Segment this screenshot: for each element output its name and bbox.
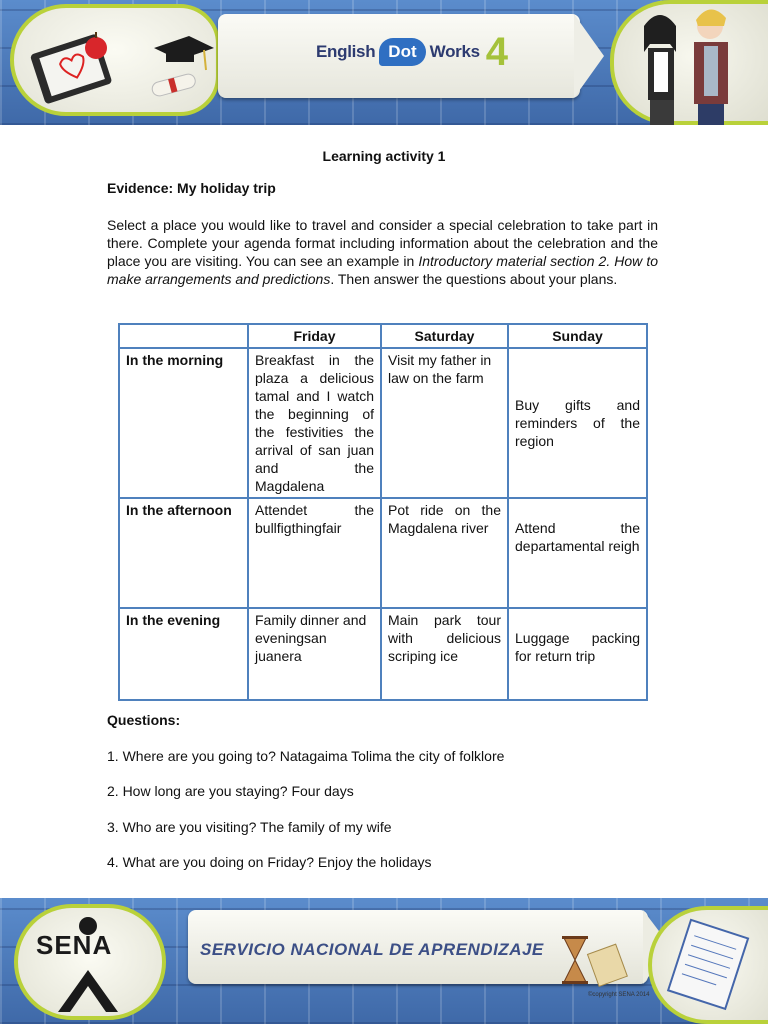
logo-word-english: English: [316, 42, 376, 61]
students-illustration-icon: [614, 4, 768, 125]
table-header-sunday: Sunday: [508, 324, 647, 348]
cell-text: Buy gifts and reminders of the region: [515, 397, 640, 449]
notebook-graduation-icon: [14, 8, 214, 112]
cell-evening-friday: Family dinner and eveningsan juanera: [248, 608, 381, 700]
instructions-text-part1: Select a place you would like to travel and consider a special celebration to take part in there. Complete your agenda format including information about the celebration and the place you are visiting. You can see an example in: [107, 217, 658, 269]
page-title: Learning activity 1: [322, 148, 446, 164]
cell-text: Luggage packing for return trip: [515, 630, 640, 664]
cell-evening-saturday: [381, 608, 508, 700]
cell-morning-friday: [248, 348, 381, 498]
document-stack-icon: [652, 910, 768, 1020]
logo-word-dot: Dot: [379, 38, 425, 66]
questions-heading: Questions:: [107, 712, 181, 728]
table-row: [119, 498, 647, 608]
cell-text: Main park tour with delicious scriping ice: [388, 612, 501, 664]
table-header-saturday: Saturday: [381, 324, 508, 348]
table-header-friday: Friday: [248, 324, 381, 348]
evidence-heading: Evidence: My holiday trip: [107, 180, 276, 196]
cell-afternoon-sunday: [508, 498, 647, 608]
sena-logo-icon: [18, 908, 162, 1016]
cell-evening-sunday: [508, 608, 647, 700]
cell-morning-sunday: [508, 348, 647, 498]
header-pill-arrow: [574, 14, 604, 98]
sena-wordmark: SENA: [36, 930, 113, 960]
footer-banner: [0, 898, 768, 1024]
instructions-text-italic: Introductory material section 2. How to make arrangements and predictions: [107, 253, 658, 287]
table-row: [119, 348, 647, 498]
english-dot-works-logo: [316, 32, 508, 72]
row-label-morning: In the morning: [119, 348, 248, 498]
table-header-empty: [119, 324, 248, 348]
footer-institution-name: SERVICIO NACIONAL DE APRENDIZAJE: [200, 940, 544, 959]
table-header-row: [119, 324, 647, 348]
footer-right-bubble: [648, 906, 768, 1024]
header-left-bubble: [10, 4, 220, 116]
hourglass-scroll-icon: [558, 934, 628, 994]
cell-text: Attendet the bullfigthingfair: [255, 502, 374, 536]
header-banner: [0, 0, 768, 125]
agenda-table: [118, 323, 648, 701]
table-row: [119, 608, 647, 700]
cell-afternoon-friday: [248, 498, 381, 608]
question-item: 4. What are you doing on Friday? Enjoy the holidays: [107, 854, 432, 870]
logo-word-works: Works: [429, 42, 480, 61]
question-item: 3. Who are you visiting? The family of my wife: [107, 819, 392, 835]
row-label-afternoon: In the afternoon: [119, 498, 248, 608]
question-item: 2. How long are you staying? Four days: [107, 783, 354, 799]
header-right-bubble: [610, 0, 768, 125]
row-label-evening: In the evening: [119, 608, 248, 700]
cell-text: Attend the departamental reigh: [515, 520, 640, 554]
cell-morning-saturday: Visit my father in law on the farm: [381, 348, 508, 498]
sena-logo-bubble: [14, 904, 166, 1020]
cell-text: Pot ride on the Magdalena river: [388, 502, 501, 536]
instructions-text-part2: . Then answer the questions about your plans.: [330, 271, 618, 287]
question-item: 1. Where are you going to? Natagaima Tolima the city of folklore: [107, 748, 505, 764]
cell-afternoon-saturday: [381, 498, 508, 608]
copyright-text: ©copyright SENA 2014: [588, 992, 650, 998]
instructions-paragraph: [107, 216, 658, 288]
cell-text: Breakfast in the plaza a delicious tamal and I watch the beginning of the festivities the arrival of san juan and the Magdalena: [255, 352, 374, 494]
logo-number: 4: [485, 30, 509, 74]
